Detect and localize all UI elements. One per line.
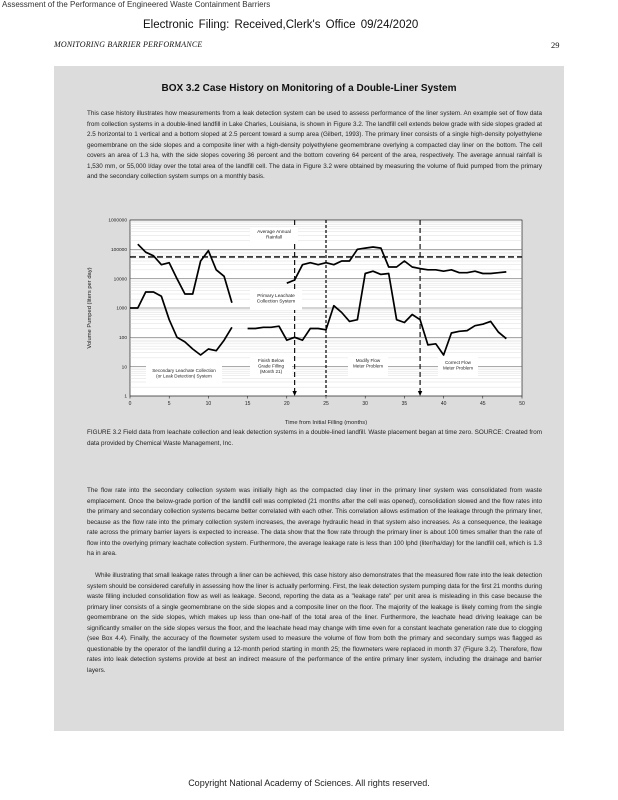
marker-1-annotation-text-line: Finish Below <box>257 358 285 363</box>
y-tick-label: 100000 <box>110 247 127 253</box>
running-head: MONITORING BARRIER PERFORMANCE <box>54 40 203 49</box>
marker-1-annotation-text-line: Grade Filling <box>257 363 285 369</box>
page-number: 29 <box>551 40 560 50</box>
x-tick-label: 0 <box>128 401 132 407</box>
y-tick-label: 1 <box>124 394 127 400</box>
x-tick-label: 50 <box>519 401 525 407</box>
figure-3-2-chart <box>80 212 550 426</box>
rainfall-annotation-text-line: Average Annual <box>257 230 291 235</box>
primary-series-annotation <box>257 293 295 304</box>
secondary-series-annotation-text-line: Secondary Leachate Collection <box>152 368 216 373</box>
y-axis-label: Volume Pumped (liters per day) <box>87 267 93 349</box>
x-tick-label: 25 <box>323 401 329 407</box>
primary-series-annotation-text-line: Primary Leachate <box>257 294 295 299</box>
marker-1-annotation-text-line: (Month 21) <box>259 368 283 374</box>
x-tick-label: 10 <box>205 401 212 407</box>
secondary-series-annotation-text-line: (or Leak Detection) System <box>156 373 212 379</box>
marker-1-annotation <box>258 358 285 374</box>
figure-caption: FIGURE 3.2 Field data from leachate collection and leak detection systems in a double-lined landfill. Waste placement began at time zero. SOURCE: Created from data provided by Chemical Waste Management, Inc. <box>87 429 542 447</box>
box-title: BOX 3.2 Case History on Monitoring of a Double-Liner System <box>161 83 457 94</box>
y-tick-label: 1000000 <box>108 218 127 224</box>
copyright-footer: Copyright National Academy of Sciences. All rights reserved. <box>188 778 430 788</box>
x-tick-label: 40 <box>440 401 447 407</box>
marker-2-annotation-text-line: Meter Problem <box>352 363 384 369</box>
y-tick-label: 10 <box>121 365 127 371</box>
x-tick-label: 30 <box>362 401 368 407</box>
rainfall-annotation-text-line: Rainfall <box>266 235 282 241</box>
y-tick-label: 10000 <box>113 277 127 283</box>
x-tick-label: 35 <box>401 401 408 407</box>
y-tick-label: 1000 <box>116 306 127 312</box>
document-title: Assessment of the Performance of Engineered Waste Containment Barriers <box>2 0 271 9</box>
x-tick-label: 20 <box>284 401 290 407</box>
marker-2-annotation <box>353 358 383 368</box>
chart-y-axis <box>108 218 127 400</box>
secondary-series-annotation <box>152 368 216 378</box>
marker-3-annotation-text-line: Meter Problem <box>442 365 474 371</box>
body-paragraph-1: The flow rate into the secondary collection system was initially high as the compacted clay liner in the primary liner system was consolidated from waste emplacement. Once the below-grade portion of the landfill cell was completed (21 months after the cell was opened), consolidation slowed and the flow rates into the primary and secondary collection systems became better correlated with each other. This correlation allows estimation of the leakage through the primary liner, because as the flow rate into the primary collection system increases, the average hydraulic head in that system also increases. As a consequence, the leakage rate across the primary barrier layers is expected to increase. The data show that the flow rate through the primary liner is about 100 times smaller than the rate of flow into the overlying primary leachate collection system. Furthermore, the average leakage rate is less than 100 lphd (liter/ha/day) for the landfill cell, which is 1.3 ha in area. <box>87 487 542 557</box>
marker-3-annotation <box>443 360 473 370</box>
chart-x-axis <box>129 396 525 407</box>
x-axis-label: Time from Initial Filling (months) <box>284 420 368 426</box>
intro-paragraph: This case history illustrates how measurements from a leak detection system can be used to assess performance of the liner system. An example set of flow data from collection systems in a double-lined landfill in Lake Charles, Louisiana, is shown in Figure 3.2. The landfill cell extends below grade with side slopes graded at 2.5 horizontal to 1 vertical and a bottom sloped at 2.5 percent toward a sump area (Gilbert, 1993). The primary liner consists of a single high-density polyethylene geomembrane on the side slopes and a composite liner with a high-density polyethylene geomembrane overlying a compacted clay liner on the bottom. The cell covers an area of 1.3 ha, with the side slopes covering 36 percent and the bottom covering 64 percent of the area, respectively. The average annual rainfall is 1,530 mm, or 55,000 l/day over the total area of the landfill cell. The data in Figure 3.2 were obtained by measuring the volume of fluid pumped from the primary and the secondary collection system sumps on a monthly basis. <box>87 110 542 180</box>
marker-2-annotation-text-line: Modify Flow <box>355 358 381 363</box>
filing-stamp: Electronic Filing: Received,Clerk's Office 09/24/2020 <box>143 19 419 31</box>
body-paragraph-2: While illustrating that small leakage rates through a liner can be achieved, this case history also demonstrates that the measured flow rate into the leak detection system should be considered carefully in assessing how the liner is actually performing. First, the leak detection system pumping data for the first 21 months during waste filling included consolidation flow as well as leakage. Second, reporting the data as a "leakage rate" per unit area is misleading in this case because the primary liner consists of a single geomembrane on the side slopes and a composite liner on the floor. The majority of the leakage is likely coming from the single geomembrane on the side slopes, which makes up less than one-half of the total area of the liner. Furthermore, the leachate head driving leakage can be significantly smaller on the side slopes versus the floor, and the leachate head may change with time even for a constant leachate generation rate due to clogging (see Box 4.4). Finally, the accuracy of the flowmeter system used to measure the volume of flow from both the primary and secondary sumps was flagged as questionable by the operator of the landfill during a 12-month period starting in month 25; the flowmeters were replaced in month 37 (Figure 3.2). Therefore, flow rates into leak detection systems provide at best an indirect measure of the performance of the entire primary liner system, including the drainage and barrier layers. <box>87 572 542 674</box>
x-tick-label: 5 <box>167 401 171 407</box>
x-tick-label: 15 <box>244 401 251 407</box>
x-tick-label: 45 <box>480 401 486 407</box>
marker-3-annotation-text-line: Correct Flow <box>444 360 472 365</box>
primary-series-annotation-text-line: Collection System <box>256 299 296 305</box>
y-tick-label: 100 <box>118 335 127 341</box>
